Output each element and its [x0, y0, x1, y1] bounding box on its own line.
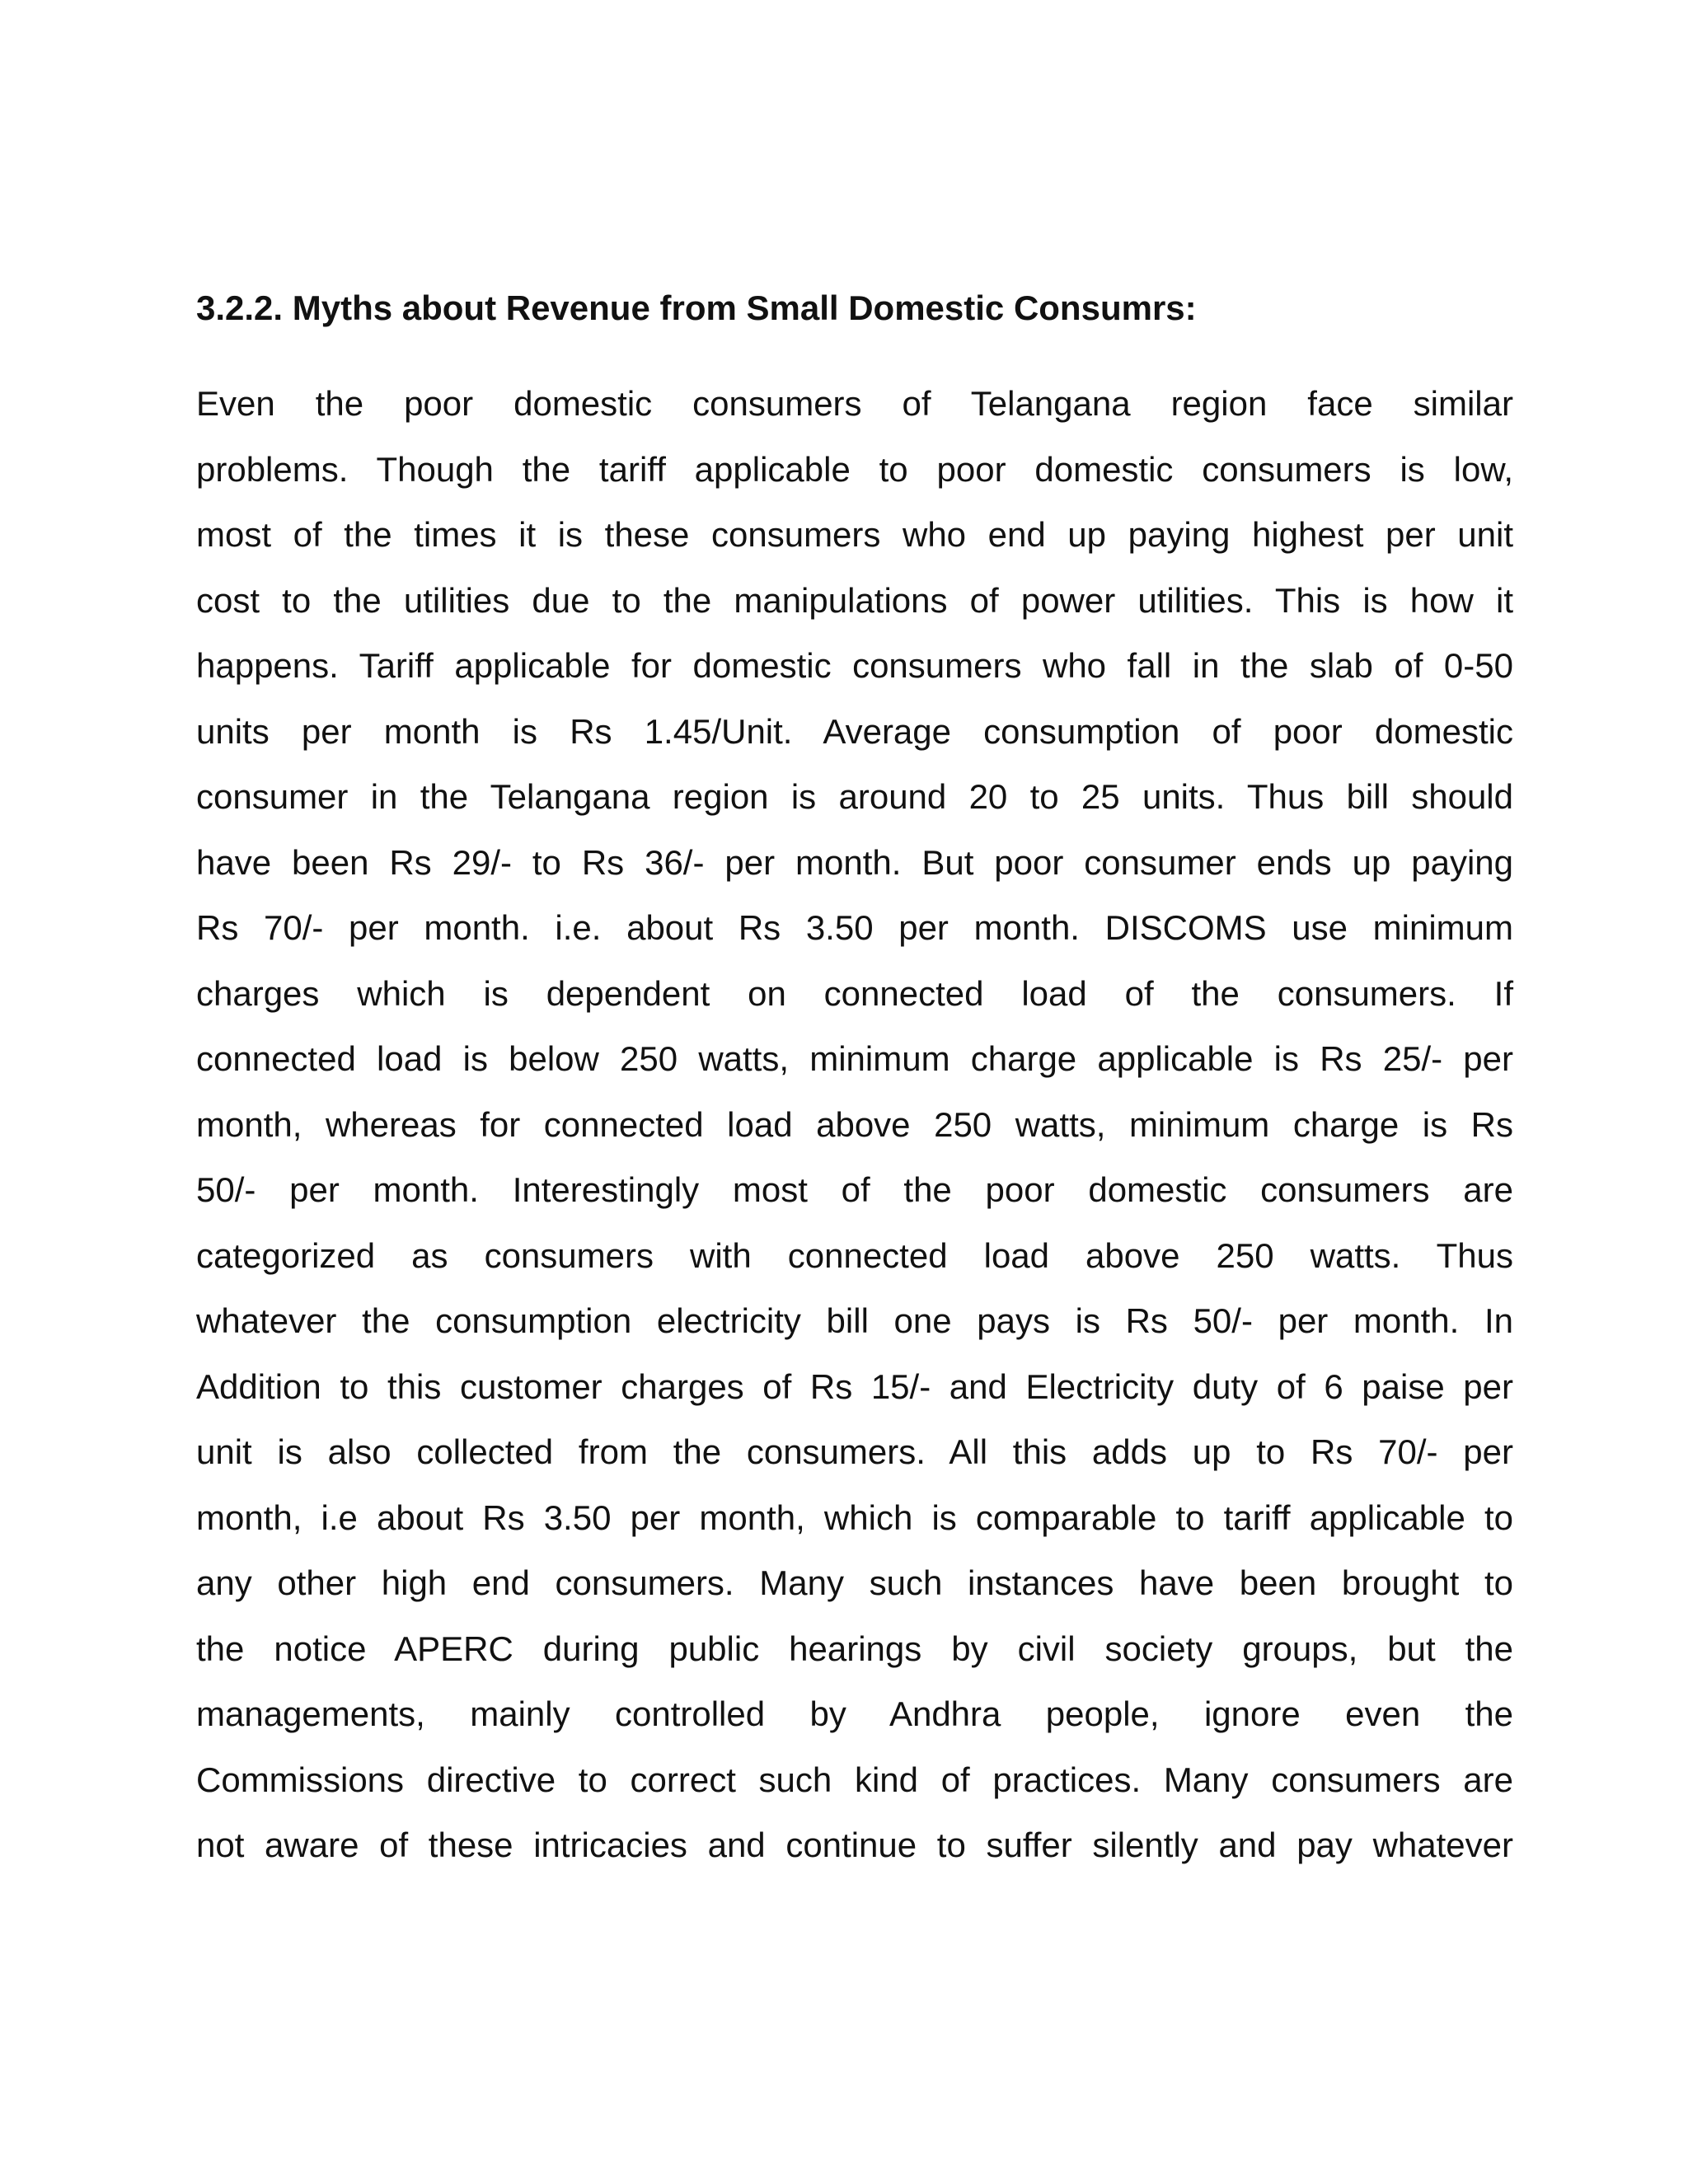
paragraph-line: consumer in the Telangana region is around 20 to 25 units. Thus bill should: [196, 777, 1513, 816]
paragraph-line: units per month is Rs 1.45/Unit. Average consumption of poor domestic: [196, 711, 1513, 751]
paragraph-line: connected load is below 250 watts, minimum charge applicable is Rs 25/- per: [196, 1039, 1513, 1078]
paragraph-line: most of the times it is these consumers who end up paying highest per unit: [196, 515, 1513, 554]
paragraph-line: month, whereas for connected load above 250 watts, minimum charge is Rs: [196, 1104, 1513, 1144]
paragraph-line: month, i.e about Rs 3.50 per month, which is comparable to tariff applicable to: [196, 1497, 1513, 1537]
paragraph-line: happens. Tariff applicable for domestic consumers who fall in the slab of 0-50: [196, 646, 1513, 685]
paragraph-line: any other high end consumers. Many such instances have been brought to: [196, 1563, 1513, 1602]
paragraph-line: Commissions directive to correct such kind of practices. Many consumers are: [196, 1760, 1513, 1799]
paragraph-line: have been Rs 29/- to Rs 36/- per month. But poor consumer ends up paying: [196, 842, 1513, 882]
paragraph-line: Even the poor domestic consumers of Telangana region face similar: [196, 384, 1513, 423]
paragraph-line: Addition to this customer charges of Rs 15/- and Electricity duty of 6 paise per: [196, 1366, 1513, 1406]
paragraph-line: unit is also collected from the consumers. All this adds up to Rs 70/- per: [196, 1432, 1513, 1471]
section-heading: 3.2.2. Myths about Revenue from Small Domestic Consumrs:: [196, 288, 1197, 327]
paragraph-line: managements, mainly controlled by Andhra people, ignore even the: [196, 1694, 1513, 1733]
paragraph-line: cost to the utilities due to the manipulations of power utilities. This is how it: [196, 580, 1513, 620]
paragraph-line: whatever the consumption electricity bill one pays is Rs 50/- per month. In: [196, 1301, 1513, 1340]
paragraph-line: 50/- per month. Interestingly most of the poor domestic consumers are: [196, 1170, 1513, 1209]
paragraph-line: the notice APERC during public hearings by civil society groups, but the: [196, 1629, 1513, 1668]
body-paragraph: [196, 381, 1513, 1888]
paragraph-line: not aware of these intricacies and continue to suffer silently and pay whatever: [196, 1825, 1513, 1864]
paragraph-line: categorized as consumers with connected load above 250 watts. Thus: [196, 1235, 1513, 1275]
paragraph-line: charges which is dependent on connected load of the consumers. If: [196, 973, 1513, 1013]
paragraph-line: problems. Though the tariff applicable to poor domestic consumers is low,: [196, 449, 1513, 489]
paragraph-line: Rs 70/- per month. i.e. about Rs 3.50 per month. DISCOMS use minimum: [196, 908, 1513, 947]
